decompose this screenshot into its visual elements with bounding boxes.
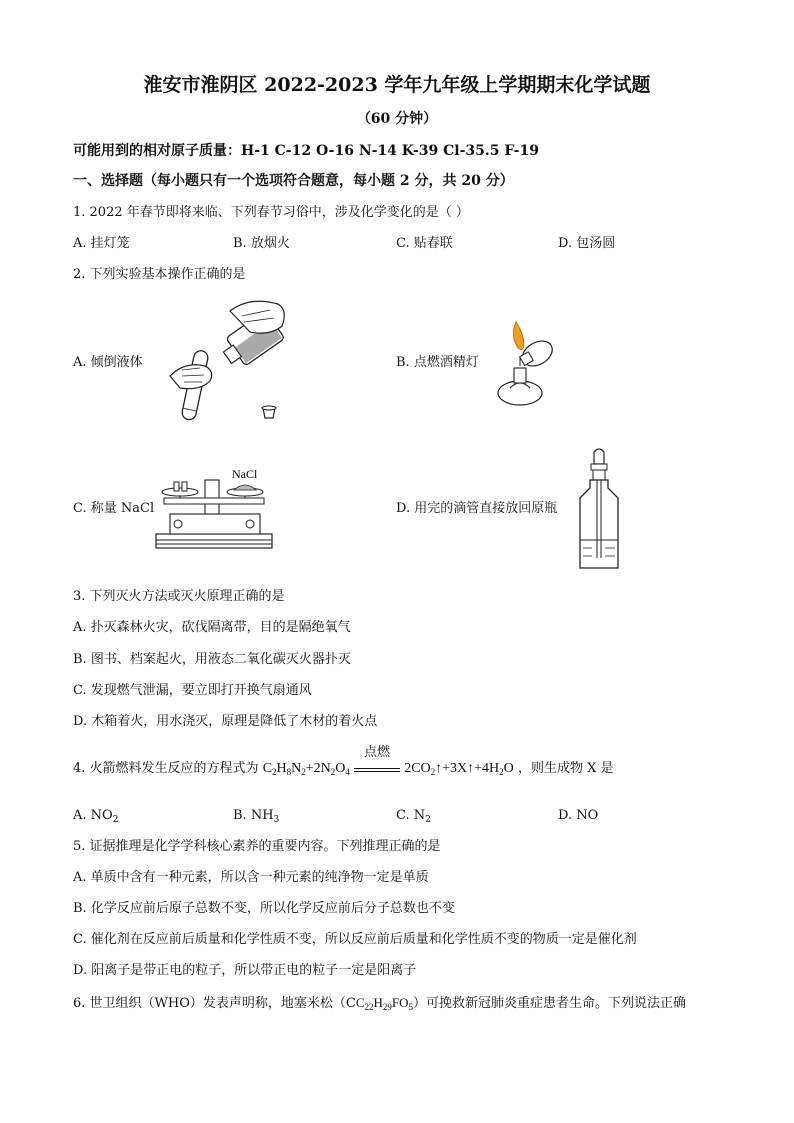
exam-duration: （60 分钟） <box>356 111 438 127</box>
question-3-stem: 3. 下列灭火方法或灭火原理正确的是 <box>73 589 285 604</box>
q5-option-a: A. 单质中含有一种元素，所以含一种元素的纯净物一定是单质 <box>73 870 429 885</box>
question-4-stem <box>73 745 614 778</box>
q1-option-d: D. 包汤圆 <box>558 236 616 251</box>
q2-option-c: C. 称量 NaCl <box>73 501 155 516</box>
pouring-liquid-figure <box>160 296 290 426</box>
q1-option-a: A. 挂灯笼 <box>73 236 130 251</box>
section-heading: 一、选择题（每小题只有一个选项符合题意，每小题 2 分，共 20 分） <box>73 173 514 189</box>
reaction-arrow <box>354 745 400 772</box>
q4-equation: $C_2H_8N_2+2N_2O_4$ <box>262 761 350 777</box>
dropper-bottle-figure <box>574 448 624 572</box>
q1-option-b: B. 放烟火 <box>233 236 290 251</box>
q5-option-b: B. 化学反应前后原子总数不变，所以化学反应前后分子总数也不变 <box>73 901 455 916</box>
q4-prefix: 4. 火箭燃料发生反应的方程式为 <box>73 761 259 776</box>
q4-products: $2CO_2↑+3X↑+4H_2O$ <box>404 761 514 777</box>
q2-option-a: A. 倾倒液体 <box>73 355 143 370</box>
nacl-label: NaCl <box>232 467 258 481</box>
page-title: 淮安市淮阴区 2022-2023 学年九年级上学期期末化学试题 <box>143 74 651 96</box>
q3-option-b: B. 图书、档案起火，用液态二氧化碳灭火器扑灭 <box>73 652 351 667</box>
q4-option-b: B. $NH_3$ <box>233 808 280 825</box>
q3-option-c: C. 发现燃气泄漏，要立即打开换气扇通风 <box>73 683 312 698</box>
q4-option-d: D. NO <box>558 808 599 823</box>
q5-option-c: C. 催化剂在反应前后质量和化学性质不变，所以反应前后质量和化学性质不变的物质一定是催化剂 <box>73 932 637 947</box>
q5-option-d: D. 阳离子是带正电的粒子，所以带正电的粒子一定是阳离子 <box>73 963 417 978</box>
reaction-condition: 点燃 <box>364 745 391 760</box>
question-6-stem: 6. 世卫组织（WHO）发表声明称，地塞米松$(CC_{22}H_{29}FO_5)$可挽救新冠肺炎重症患者生命。下列说法正确 <box>73 995 687 1012</box>
q4-option-c: C. $N_2$ <box>396 808 431 825</box>
q3-option-a: A. 扑灭森林火灾，砍伐隔离带，目的是隔绝氧气 <box>73 620 351 635</box>
q1-option-c: C. 贴春联 <box>396 236 453 251</box>
q4-option-a: A. $NO_2$ <box>73 808 119 825</box>
question-2-stem: 2. 下列实验基本操作正确的是 <box>73 267 246 282</box>
q3-option-d: D. 木箱着火，用水浇灭，原理是降低了木材的着火点 <box>73 714 378 729</box>
atomic-masses: 可能用到的相对原子质量：H-1 C-12 O-16 N-14 K-39 Cl-35.5 F-19 <box>73 143 539 159</box>
q4-suffix: ，则生成物 X 是 <box>517 761 614 776</box>
q2-option-d: D. 用完的滴管直接放回原瓶 <box>396 501 558 516</box>
question-1-stem: 1. 2022 年春节即将来临、下列春节习俗中，涉及化学变化的是（ ） <box>73 205 469 220</box>
alcohol-lamp-figure <box>488 318 568 410</box>
q2-option-b: B. 点燃酒精灯 <box>396 355 479 370</box>
balance-scale-figure <box>150 462 278 552</box>
question-5-stem: 5. 证据推理是化学学科核心素养的重要内容。下列推理正确的是 <box>73 839 441 854</box>
